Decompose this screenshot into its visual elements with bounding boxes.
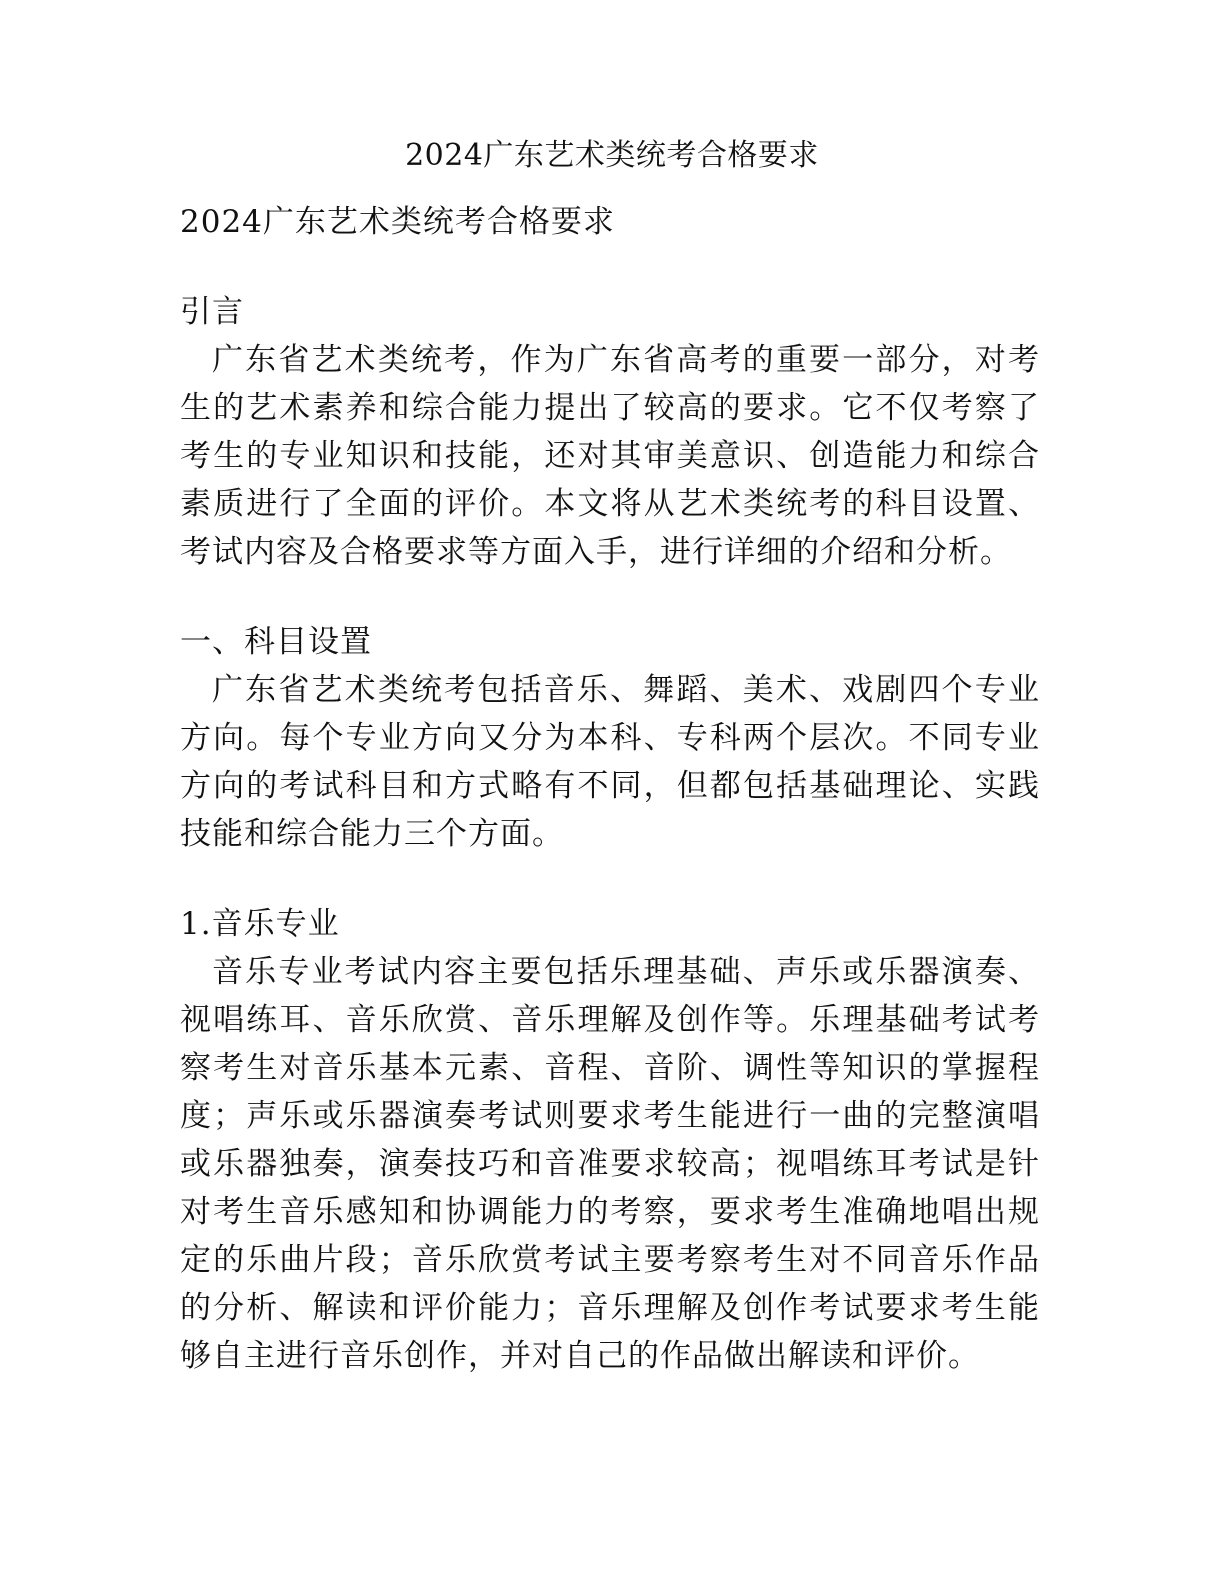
spacer bbox=[180, 576, 1040, 618]
document-title: 2024广东艺术类统考合格要求 bbox=[405, 138, 819, 173]
section-heading-subjects: 一、科目设置 bbox=[180, 624, 372, 660]
document-body bbox=[180, 198, 1040, 1380]
spacer bbox=[180, 246, 1040, 288]
document-subtitle: 2024广东艺术类统考合格要求 bbox=[180, 204, 615, 240]
subjects-paragraph: 广东省艺术类统考包括音乐、舞蹈、美术、戏剧四个专业方向。每个专业方向又分为本科、专科两个层次。不同专业方向的考试科目和方式略有不同，但都包括基础理论、实践技能和综合能力三个方面。 bbox=[180, 672, 1040, 852]
intro-paragraph: 广东省艺术类统考，作为广东省高考的重要一部分，对考生的艺术素养和综合能力提出了较高的要求。它不仅考察了考生的专业知识和技能，还对其审美意识、创造能力和综合素质进行了全面的评价。本文将从艺术类统考的科目设置、考试内容及合格要求等方面入手，进行详细的介绍和分析。 bbox=[180, 342, 1040, 570]
section-heading-intro: 引言 bbox=[180, 294, 244, 330]
music-paragraph: 音乐专业考试内容主要包括乐理基础、声乐或乐器演奏、视唱练耳、音乐欣赏、音乐理解及创作等。乐理基础考试考察考生对音乐基本元素、音程、音阶、调性等知识的掌握程度；声乐或乐器演奏考试则要求考生能进行一曲的完整演唱或乐器独奏，演奏技巧和音准要求较高；视唱练耳考试是针对考生音乐感知和协调能力的考察，要求考生准确地唱出规定的乐曲片段；音乐欣赏考试主要考察考生对不同音乐作品的分析、解读和评价能力；音乐理解及创作考试要求考生能够自主进行音乐创作，并对自己的作品做出解读和评价。 bbox=[180, 954, 1040, 1374]
spacer bbox=[180, 858, 1040, 900]
section-heading-music: 1.音乐专业 bbox=[180, 906, 340, 942]
